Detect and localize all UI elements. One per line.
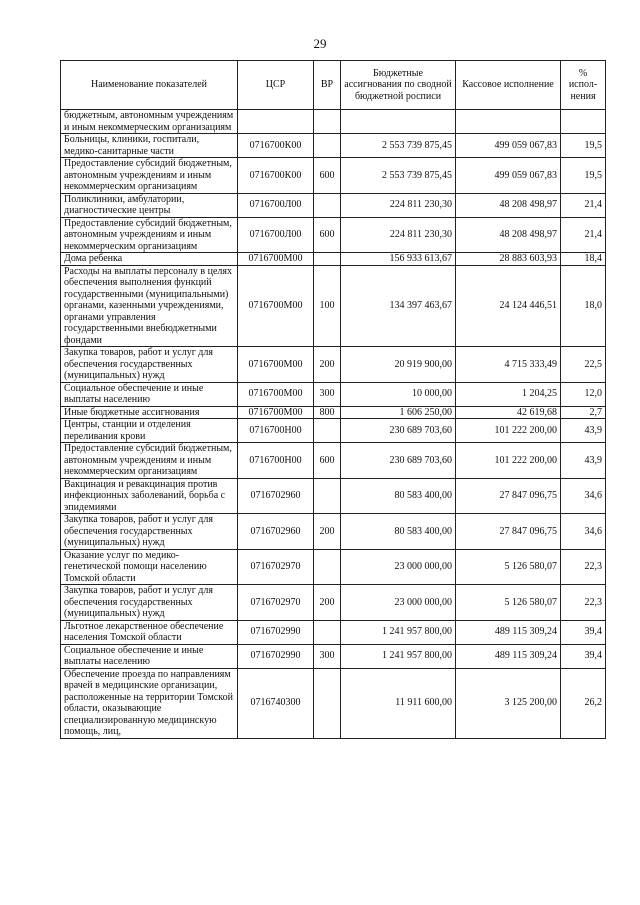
row-csr: 0716702990: [238, 620, 314, 644]
table-row: [61, 443, 606, 479]
row-percent: 26,2: [561, 668, 606, 738]
table-row: [61, 419, 606, 443]
header-percent: % испол-нения: [561, 61, 606, 110]
row-name: Закупка товаров, работ и услуг для обеспечения государственных (муниципальных) нужд: [61, 514, 238, 550]
row-vr: 200: [314, 347, 341, 383]
row-cash-execution: 3 125 200,00: [456, 668, 561, 738]
row-percent: 34,6: [561, 478, 606, 514]
table-row: [61, 253, 606, 266]
row-csr: 0716700Н00: [238, 443, 314, 479]
row-csr: 0716702990: [238, 644, 314, 668]
row-cash-execution: 27 847 096,75: [456, 478, 561, 514]
row-assignments: 230 689 703,60: [341, 419, 456, 443]
row-csr: 0716702970: [238, 585, 314, 621]
row-assignments: 23 000 000,00: [341, 585, 456, 621]
row-assignments: 80 583 400,00: [341, 514, 456, 550]
row-csr: 0716700М00: [238, 253, 314, 266]
header-assignments: Бюджетные ассигнования по сводной бюджетной росписи: [341, 61, 456, 110]
row-percent: 43,9: [561, 419, 606, 443]
row-percent: 2,7: [561, 406, 606, 419]
row-percent: 22,5: [561, 347, 606, 383]
row-csr: 0716740300: [238, 668, 314, 738]
row-cash-execution: 499 059 067,83: [456, 134, 561, 158]
table-row: [61, 193, 606, 217]
row-csr: 0716702970: [238, 549, 314, 585]
row-cash-execution: 101 222 200,00: [456, 419, 561, 443]
row-vr: 300: [314, 644, 341, 668]
table-row: [61, 668, 606, 738]
table-row: [61, 514, 606, 550]
table-row: [61, 347, 606, 383]
row-assignments: 20 919 900,00: [341, 347, 456, 383]
row-name: Центры, станции и отделения переливания крови: [61, 419, 238, 443]
row-vr: 800: [314, 406, 341, 419]
row-assignments: 134 397 463,67: [341, 265, 456, 347]
row-cash-execution: 5 126 580,07: [456, 585, 561, 621]
row-name: Иные бюджетные ассигнования: [61, 406, 238, 419]
row-assignments: 1 241 957 800,00: [341, 620, 456, 644]
row-csr: [238, 110, 314, 134]
row-cash-execution: 489 115 309,24: [456, 620, 561, 644]
row-assignments: 224 811 230,30: [341, 217, 456, 253]
row-cash-execution: 24 124 446,51: [456, 265, 561, 347]
table-row: [61, 134, 606, 158]
row-cash-execution: 48 208 498,97: [456, 217, 561, 253]
row-percent: 22,3: [561, 585, 606, 621]
row-name: Вакцинация и ревакцинация против инфекционных заболеваний, борьба с эпидемиями: [61, 478, 238, 514]
row-assignments: 11 911 600,00: [341, 668, 456, 738]
row-assignments: 230 689 703,60: [341, 443, 456, 479]
row-cash-execution: 489 115 309,24: [456, 644, 561, 668]
row-percent: [561, 110, 606, 134]
row-assignments: [341, 110, 456, 134]
table-row: [61, 217, 606, 253]
row-name: Социальное обеспечение и иные выплаты населению: [61, 382, 238, 406]
row-percent: 21,4: [561, 217, 606, 253]
row-vr: [314, 193, 341, 217]
row-name: Льготное лекарственное обеспечение населения Томской области: [61, 620, 238, 644]
row-name: Социальное обеспечение и иные выплаты населению: [61, 644, 238, 668]
table-row: [61, 620, 606, 644]
row-name: Закупка товаров, работ и услуг для обеспечения государственных (муниципальных) нужд: [61, 347, 238, 383]
budget-execution-table: [60, 60, 606, 739]
row-assignments: 2 553 739 875,45: [341, 134, 456, 158]
row-assignments: 156 933 613,67: [341, 253, 456, 266]
row-csr: 0716700К00: [238, 158, 314, 194]
row-assignments: 23 000 000,00: [341, 549, 456, 585]
row-percent: 19,5: [561, 134, 606, 158]
row-percent: 18,0: [561, 265, 606, 347]
row-percent: 19,5: [561, 158, 606, 194]
row-cash-execution: 4 715 333,49: [456, 347, 561, 383]
row-csr: 0716700Л00: [238, 193, 314, 217]
row-csr: 0716700М00: [238, 265, 314, 347]
table-row: [61, 158, 606, 194]
row-vr: 300: [314, 382, 341, 406]
row-assignments: 224 811 230,30: [341, 193, 456, 217]
row-vr: [314, 110, 341, 134]
row-percent: 43,9: [561, 443, 606, 479]
header-name: Наименование показателей: [61, 61, 238, 110]
row-name: Дома ребенка: [61, 253, 238, 266]
row-cash-execution: 28 883 603,93: [456, 253, 561, 266]
page-number: 29: [313, 36, 327, 51]
header-vr: ВР: [314, 61, 341, 110]
row-name: Закупка товаров, работ и услуг для обеспечения государственных (муниципальных) нужд: [61, 585, 238, 621]
row-csr: 0716700М00: [238, 347, 314, 383]
row-cash-execution: 101 222 200,00: [456, 443, 561, 479]
table-row: [61, 406, 606, 419]
header-cash-execution: Кассовое исполнение: [456, 61, 561, 110]
row-percent: 39,4: [561, 644, 606, 668]
row-vr: 100: [314, 265, 341, 347]
row-assignments: 80 583 400,00: [341, 478, 456, 514]
row-csr: 0716702960: [238, 514, 314, 550]
row-cash-execution: 48 208 498,97: [456, 193, 561, 217]
row-csr: 0716700М00: [238, 382, 314, 406]
row-vr: 200: [314, 585, 341, 621]
row-csr: 0716700К00: [238, 134, 314, 158]
row-name: Предоставление субсидий бюджетным, автономным учреждениям и иным некоммерческим организациям: [61, 443, 238, 479]
row-name: Обеспечение проезда по направлениям врачей в медицинские организации, расположенные на территории Томской области, оказывающие специализированную медицинскую помощь, лиц,: [61, 668, 238, 738]
table-body: [61, 110, 606, 739]
row-cash-execution: 499 059 067,83: [456, 158, 561, 194]
row-vr: 200: [314, 514, 341, 550]
row-vr: [314, 668, 341, 738]
row-vr: [314, 478, 341, 514]
row-vr: 600: [314, 158, 341, 194]
row-vr: [314, 134, 341, 158]
table-row: [61, 478, 606, 514]
row-vr: 600: [314, 217, 341, 253]
row-vr: [314, 253, 341, 266]
row-percent: 12,0: [561, 382, 606, 406]
row-name: Больницы, клиники, госпитали, медико-санитарные части: [61, 134, 238, 158]
row-name: Предоставление субсидий бюджетным, автономным учреждениям и иным некоммерческим организациям: [61, 217, 238, 253]
table-header-row: [61, 61, 606, 110]
row-percent: 39,4: [561, 620, 606, 644]
row-percent: 34,6: [561, 514, 606, 550]
row-assignments: 1 606 250,00: [341, 406, 456, 419]
row-name: Оказание услуг по медико-генетической помощи населению Томской области: [61, 549, 238, 585]
table-row: [61, 382, 606, 406]
row-csr: 0716700Л00: [238, 217, 314, 253]
row-assignments: 1 241 957 800,00: [341, 644, 456, 668]
row-assignments: 10 000,00: [341, 382, 456, 406]
header-csr: ЦСР: [238, 61, 314, 110]
table-row: [61, 265, 606, 347]
table-row: [61, 585, 606, 621]
row-csr: 0716700М00: [238, 406, 314, 419]
row-cash-execution: 42 619,68: [456, 406, 561, 419]
row-percent: 18,4: [561, 253, 606, 266]
row-name: Расходы на выплаты персоналу в целях обеспечения выполнения функций государственными (муниципальными) органами, казенными учреждениями, органами управления государственными внебюджетными фондами: [61, 265, 238, 347]
row-vr: [314, 549, 341, 585]
row-vr: 600: [314, 443, 341, 479]
row-percent: 22,3: [561, 549, 606, 585]
table-row: [61, 644, 606, 668]
row-vr: [314, 620, 341, 644]
row-cash-execution: 1 204,25: [456, 382, 561, 406]
row-cash-execution: 27 847 096,75: [456, 514, 561, 550]
table-row: [61, 549, 606, 585]
row-cash-execution: 5 126 580,07: [456, 549, 561, 585]
row-assignments: 2 553 739 875,45: [341, 158, 456, 194]
row-csr: 0716700Н00: [238, 419, 314, 443]
table-row: [61, 110, 606, 134]
row-cash-execution: [456, 110, 561, 134]
row-vr: [314, 419, 341, 443]
row-name: Поликлиники, амбулатории, диагностические центры: [61, 193, 238, 217]
row-csr: 0716702960: [238, 478, 314, 514]
row-percent: 21,4: [561, 193, 606, 217]
row-name: Предоставление субсидий бюджетным, автономным учреждениям и иным некоммерческим организациям: [61, 158, 238, 194]
row-name: бюджетным, автономным учреждениям и иным некоммерческим организациям: [61, 110, 238, 134]
